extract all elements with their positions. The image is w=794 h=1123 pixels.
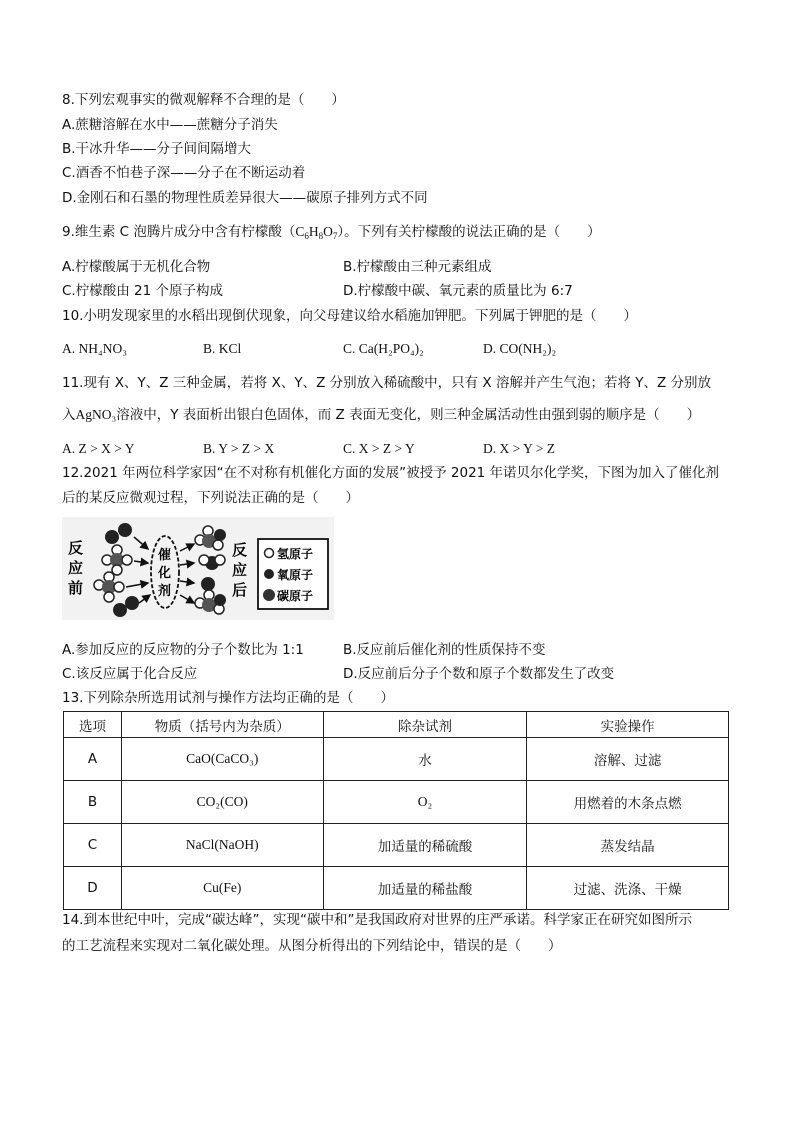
- arrow-out-3: [180, 581, 194, 583]
- q13-stem: 13.下列除杂所选用试剂与操作方法均正确的是（ ）: [62, 690, 394, 706]
- q11-option-a: A. Z > X > Y: [62, 441, 135, 456]
- q8-option-a: A.蔗糖溶解在水中——蔗糖分子消失: [62, 117, 278, 133]
- product-molecule-2: [199, 555, 225, 570]
- hydrogen-atom-icon: [265, 549, 274, 558]
- header-reagent: 除杂试剂: [323, 712, 527, 738]
- arrow-out-2: [180, 563, 194, 565]
- label-before-3: 前: [68, 579, 84, 597]
- cell-option: B: [64, 781, 122, 824]
- arrow-out-4: [180, 595, 194, 603]
- reactant-molecule-o2-top: [105, 523, 132, 544]
- q10-option-c: C. Ca(H₂PO₄)₂: [343, 341, 424, 356]
- header-operation: 实验操作: [527, 712, 729, 738]
- q9-stem: 9.维生素 C 泡腾片成分中含有柠檬酸$(C_6H_8O_7)$。下列有关柠檬酸的说法正确的是（ ）: [62, 224, 601, 241]
- q10-option-a: A. NH₄NO₃: [62, 341, 127, 356]
- q9-option-c: C.柠檬酸由 21 个原子构成: [62, 283, 223, 299]
- arrow-out-1: [180, 544, 194, 551]
- cell-option: A: [64, 738, 122, 781]
- label-after-1: 反: [232, 541, 248, 559]
- q11-reagent: AgNO₃: [75, 407, 117, 422]
- carbon-atom-icon: [263, 589, 275, 601]
- label-after-2: 应: [232, 561, 248, 579]
- legend-oxygen: 氧原子: [277, 568, 314, 582]
- table-row: [64, 867, 729, 910]
- cell-operation: 过滤、洗涤、干燥: [527, 867, 729, 910]
- catalyst-char-2: 化: [158, 566, 172, 581]
- cell-option: C: [64, 824, 122, 867]
- q11-option-d: D. X > Y > Z: [483, 441, 555, 456]
- q8-option-b: B.干冰升华——分子间间隔增大: [62, 141, 252, 157]
- arrow-in-2: [134, 561, 148, 563]
- q10-option-b: B. KCl: [203, 341, 242, 356]
- label-after-3: 后: [232, 581, 248, 599]
- cell-reagent: O₂: [323, 781, 527, 824]
- cell-substance: CO₂(CO): [121, 781, 323, 824]
- cell-substance: Cu(Fe): [121, 867, 323, 910]
- q9-formula: $C_6H_8O_7$: [295, 224, 338, 241]
- q11-option-b: B. Y > Z > X: [203, 441, 275, 456]
- arrow-in-3: [126, 583, 148, 587]
- reactant-molecule-o2-bottom: [113, 596, 139, 617]
- catalyst-char-3: 剂: [158, 584, 172, 599]
- product-molecule-3: [201, 577, 215, 591]
- label-before-1: 反: [68, 539, 84, 557]
- q14-line2: 的工艺流程来实现对二氧化碳处理。从图分析得出的下列结论中，错误的是（ ）: [62, 938, 562, 954]
- table-row: [64, 738, 729, 781]
- q11-line2: 入AgNO₃溶液中，Y 表面析出银白色固体，而 Z 表面无变化，则三种金属活动性由强到弱的顺序是（ ）: [62, 407, 701, 423]
- q13-table: [63, 711, 729, 910]
- legend-carbon: 碳原子: [277, 589, 314, 603]
- q12-line1: 12.2021 年两位科学家因“在不对称有机催化方面的发展”被授予 2021 年诺贝尔化学奖，下图为加入了催化剂: [62, 465, 720, 481]
- q10-option-d: D. CO(NH₂)₂: [483, 341, 557, 356]
- q8-option-d: D.金刚石和石墨的物理性质差异很大——碳原子排列方式不同: [62, 190, 428, 206]
- reactant-molecule-methane-2: [94, 572, 124, 602]
- cell-operation: 蒸发结晶: [527, 824, 729, 867]
- table-row: [64, 781, 729, 824]
- label-before-2: 应: [68, 559, 84, 577]
- q12-option-a: A.参加反应的反应物的分子个数比为 1:1: [62, 642, 304, 658]
- table-row: [64, 824, 729, 867]
- product-molecule-4: [195, 590, 226, 614]
- cell-substance: NaCl(NaOH): [121, 824, 323, 867]
- q12-option-d: D.反应前后分子个数和原子个数都发生了改变: [343, 666, 615, 682]
- q9-option-a: A.柠檬酸属于无机化合物: [62, 259, 211, 275]
- cell-reagent: 加适量的稀盐酸: [323, 867, 527, 910]
- cell-reagent: 水: [323, 738, 527, 781]
- q11-line1: 11.现有 X、Y、Z 三种金属，若将 X、Y、Z 分别放入稀硫酸中，只有 X 溶解并产生气泡；若将 Y、Z 分别放: [62, 375, 712, 391]
- q14-line1: 14.到本世纪中叶，完成“碳达峰”，实现“碳中和”是我国政府对世界的庄严承诺。科学家正在研究如图所示: [62, 912, 692, 928]
- cell-option: D: [64, 867, 122, 910]
- arrow-in-4: [139, 595, 150, 603]
- reactant-molecule-methane-1: [102, 545, 132, 575]
- q11-option-c: C. X > Z > Y: [343, 441, 415, 456]
- product-molecule-1: [195, 526, 226, 550]
- q8-stem: 8.下列宏观事实的微观解释不合理的是（ ）: [62, 92, 345, 108]
- q9-option-b: B.柠檬酸由三种元素组成: [343, 259, 492, 275]
- arrow-in-1: [134, 537, 148, 549]
- reaction-diagram-svg: [62, 517, 334, 620]
- header-substance: 物质（括号内为杂质）: [121, 712, 323, 738]
- q12-option-b: B.反应前后催化剂的性质保持不变: [343, 642, 546, 658]
- q10-stem: 10.小明发现家里的水稻出现倒伏现象，向父母建议给水稻施加钾肥。下列属于钾肥的是（ ）: [62, 308, 637, 324]
- cell-reagent: 加适量的稀硫酸: [323, 824, 527, 867]
- q8-option-c: C.酒香不怕巷子深——分子在不断运动着: [62, 165, 306, 181]
- catalyst-char-1: 催: [158, 548, 172, 563]
- legend-hydrogen: 氢原子: [277, 547, 314, 561]
- oxygen-atom-icon: [264, 569, 274, 579]
- header-option: 选项: [64, 712, 122, 738]
- cell-substance: CaO(CaCO₃): [121, 738, 323, 781]
- cell-operation: 溶解、过滤: [527, 738, 729, 781]
- cell-operation: 用燃着的木条点燃: [527, 781, 729, 824]
- q9-option-d: D.柠檬酸中碳、氧元素的质量比为 6:7: [343, 283, 573, 299]
- q12-option-c: C.该反应属于化合反应: [62, 666, 198, 682]
- table-header-row: [64, 712, 729, 738]
- reaction-diagram: [62, 517, 334, 620]
- q12-line2: 后的某反应微观过程，下列说法正确的是（ ）: [62, 490, 359, 506]
